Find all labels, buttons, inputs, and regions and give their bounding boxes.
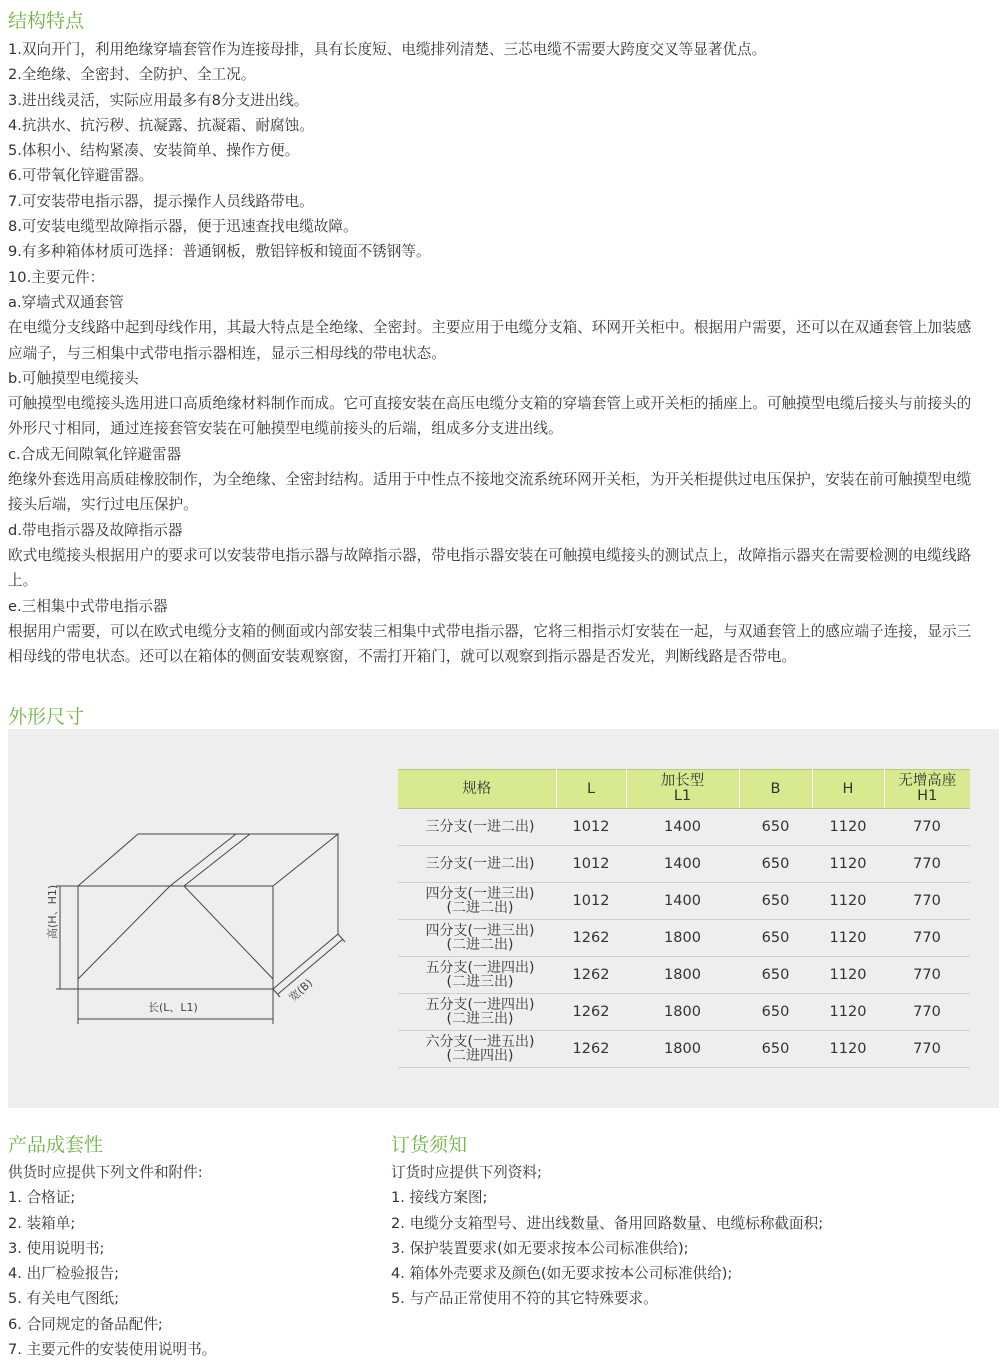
- ordering-line: 2. 电缆分支箱型号、进出线数量、备用回路数量、电缆标称截面积;: [391, 1214, 824, 1232]
- table-cell: 770: [884, 957, 970, 994]
- structure-line: 9.有多种箱体材质可选择：普通钢板，敷铝锌板和镜面不锈钢等。: [8, 243, 431, 261]
- table-cell: 五分支(一进四出) (二进三出): [398, 957, 556, 994]
- table-header-cell: H: [812, 770, 884, 809]
- table-cell: 1012: [556, 846, 626, 883]
- structure-line: 7.可安装带电指示器，提示操作人员线路带电。: [8, 192, 314, 210]
- completeness-line: 5. 有关电气图纸;: [8, 1290, 120, 1308]
- structure-line: 10.主要元件：: [8, 268, 105, 286]
- completeness-line: 7. 主要元件的安装使用说明书。: [8, 1341, 217, 1359]
- ordering-list: [391, 1160, 823, 1312]
- structure-line: 可触摸型电缆接头选用进口高质绝缘材料制作而成。它可直接安装在高压电缆分支箱的穿墙套管上或开关柜的插座上。可触摸型电缆后接头与前接头的外形尺寸相同，通过连接套管安装在可触摸型电缆前接头的后端，组成多分支进出线。: [8, 395, 972, 438]
- structure-line: d.带电指示器及故障指示器: [8, 521, 183, 539]
- ordering-line: 订货时应提供下列资料;: [391, 1164, 542, 1181]
- structure-line: 绝缘外套选用高质硅橡胶制作，为全绝缘、全密封结构。适用于中性点不接地交流系统环网开关柜，为开关柜提供过电压保护，安装在前可触摸型电缆接头后端，实行过电压保护。: [8, 471, 972, 514]
- table-cell: 四分支(一进三出) (二进二出): [398, 920, 556, 957]
- structure-line: 欧式电缆接头根据用户的要求可以安装带电指示器与故障指示器，带电指示器安装在可触摸电缆接头的测试点上，故障指示器夹在需要检测的电缆线路上。: [8, 546, 972, 590]
- table-header-cell: 规格: [398, 770, 556, 809]
- structure-title: 结构特点: [8, 10, 85, 32]
- table-cell: 650: [739, 809, 812, 846]
- structure-line: b.可触摸型电缆接头: [8, 369, 139, 387]
- table-header-cell: L: [556, 770, 626, 809]
- ordering-title: 订货须知: [391, 1134, 468, 1156]
- structure-line: 1.双向开门，利用绝缘穿墙套管作为连接母排，具有长度短、电缆排列清楚、三芯电缆不需要大跨度交叉等显著优点。: [8, 41, 767, 58]
- ordering-line: 4. 箱体外壳要求及颜色(如无要求按本公司标准供给);: [391, 1265, 733, 1283]
- completeness-line: 3. 使用说明书;: [8, 1239, 105, 1257]
- completeness-line: 2. 装箱单;: [8, 1214, 76, 1232]
- table-cell: 三分支(一进二出): [398, 809, 556, 846]
- dimensions-title: 外形尺寸: [8, 706, 85, 728]
- completeness-line: 4. 出厂检验报告;: [8, 1265, 120, 1283]
- table-cell: 650: [739, 957, 812, 994]
- table-row: [398, 920, 970, 957]
- structure-list: [8, 37, 978, 669]
- table-header-cell: 无增高座 H1: [884, 770, 970, 809]
- table-cell: 650: [739, 1031, 812, 1068]
- table-header-cell: B: [739, 770, 812, 809]
- structure-line: 8.可安装电缆型故障指示器，便于迅速查找电缆故障。: [8, 218, 358, 236]
- completeness-line: 1. 合格证;: [8, 1189, 76, 1207]
- spec-table: [398, 769, 970, 1068]
- structure-line: 6.可带氧化锌避雷器。: [8, 167, 154, 185]
- table-cell: 1120: [812, 809, 884, 846]
- table-row: [398, 809, 970, 846]
- table-cell: 650: [739, 883, 812, 920]
- structure-line: 4.抗洪水、抗污秽、抗凝露、抗凝霜、耐腐蚀。: [8, 116, 314, 134]
- table-cell: 三分支(一进二出): [398, 846, 556, 883]
- table-cell: 1120: [812, 883, 884, 920]
- dimensions-panel: [8, 729, 999, 1108]
- table-cell: 770: [884, 920, 970, 957]
- table-cell: 650: [739, 920, 812, 957]
- completeness-title: 产品成套性: [8, 1134, 104, 1156]
- completeness-list: [8, 1160, 216, 1362]
- table-cell: 650: [739, 994, 812, 1031]
- structure-line: 3.进出线灵活，实际应用最多有8分支进出线。: [8, 91, 309, 109]
- structure-line: 2.全绝缘、全密封、全防护、全工况。: [8, 66, 256, 84]
- structure-line: 在电缆分支线路中起到母线作用，其最大特点是全绝缘、全密封。主要应用于电缆分支箱、环网开关柜中。根据用户需要，还可以在双通套管上加装感应端子，与三相集中式带电指示器相连，显示三相母线的带电状态。: [8, 319, 972, 362]
- table-row: [398, 1031, 970, 1068]
- table-cell: 1262: [556, 957, 626, 994]
- table-cell: 650: [739, 846, 812, 883]
- table-header-cell: 加长型 L1: [626, 770, 739, 809]
- table-row: [398, 994, 970, 1031]
- structure-line: a.穿墙式双通套管: [8, 293, 124, 311]
- table-cell: 1120: [812, 1031, 884, 1068]
- table-cell: 1800: [626, 957, 739, 994]
- table-cell: 1262: [556, 1031, 626, 1068]
- table-row: [398, 846, 970, 883]
- table-cell: 770: [884, 883, 970, 920]
- structure-line: 根据用户需要，可以在欧式电缆分支箱的侧面或内部安装三相集中式带电指示器，它将三相指示灯安装在一起，与双通套管上的感应端子连接，显示三相母线的带电状态。还可以在箱体的侧面安装观察窗，不需打开箱门，就可以观察到指示器是否发光，判断线路是否带电。: [8, 622, 972, 666]
- table-cell: 1262: [556, 994, 626, 1031]
- ordering-line: 5. 与产品正常使用不符的其它特殊要求。: [391, 1290, 658, 1308]
- table-cell: 770: [884, 1031, 970, 1068]
- table-cell: 770: [884, 994, 970, 1031]
- table-cell: 1400: [626, 809, 739, 846]
- table-cell: 770: [884, 809, 970, 846]
- table-row: [398, 883, 970, 920]
- table-cell: 1800: [626, 1031, 739, 1068]
- cabinet-dimension-diagram: [48, 814, 348, 1084]
- structure-line: 5.体积小、结构紧凑、安装简单、操作方便。: [8, 142, 300, 160]
- table-cell: 1120: [812, 846, 884, 883]
- table-cell: 六分支(一进五出) (二进四出): [398, 1031, 556, 1068]
- table-cell: 1800: [626, 920, 739, 957]
- ordering-line: 3. 保护装置要求(如无要求按本公司标准供给);: [391, 1239, 689, 1257]
- height-label: 高(H、H1): [46, 884, 59, 939]
- table-cell: 1400: [626, 883, 739, 920]
- table-cell: 五分支(一进四出) (二进三出): [398, 994, 556, 1031]
- table-cell: 四分支(一进三出) (二进二出): [398, 883, 556, 920]
- structure-line: e.三相集中式带电指示器: [8, 597, 168, 615]
- table-cell: 1012: [556, 809, 626, 846]
- table-cell: 1120: [812, 920, 884, 957]
- table-row: [398, 957, 970, 994]
- table-cell: 1012: [556, 883, 626, 920]
- table-cell: 1262: [556, 920, 626, 957]
- table-cell: 1800: [626, 994, 739, 1031]
- table-cell: 1400: [626, 846, 739, 883]
- structure-line: c.合成无间隙氧化锌避雷器: [8, 445, 182, 463]
- table-cell: 770: [884, 846, 970, 883]
- table-cell: 1120: [812, 957, 884, 994]
- length-label: 长(L、L1): [148, 1001, 198, 1014]
- completeness-line: 6. 合同规定的备品配件;: [8, 1315, 163, 1333]
- completeness-line: 供货时应提供下列文件和附件:: [8, 1164, 203, 1181]
- width-label: 宽(B): [286, 976, 316, 1005]
- ordering-line: 1. 接线方案图;: [391, 1189, 488, 1207]
- table-cell: 1120: [812, 994, 884, 1031]
